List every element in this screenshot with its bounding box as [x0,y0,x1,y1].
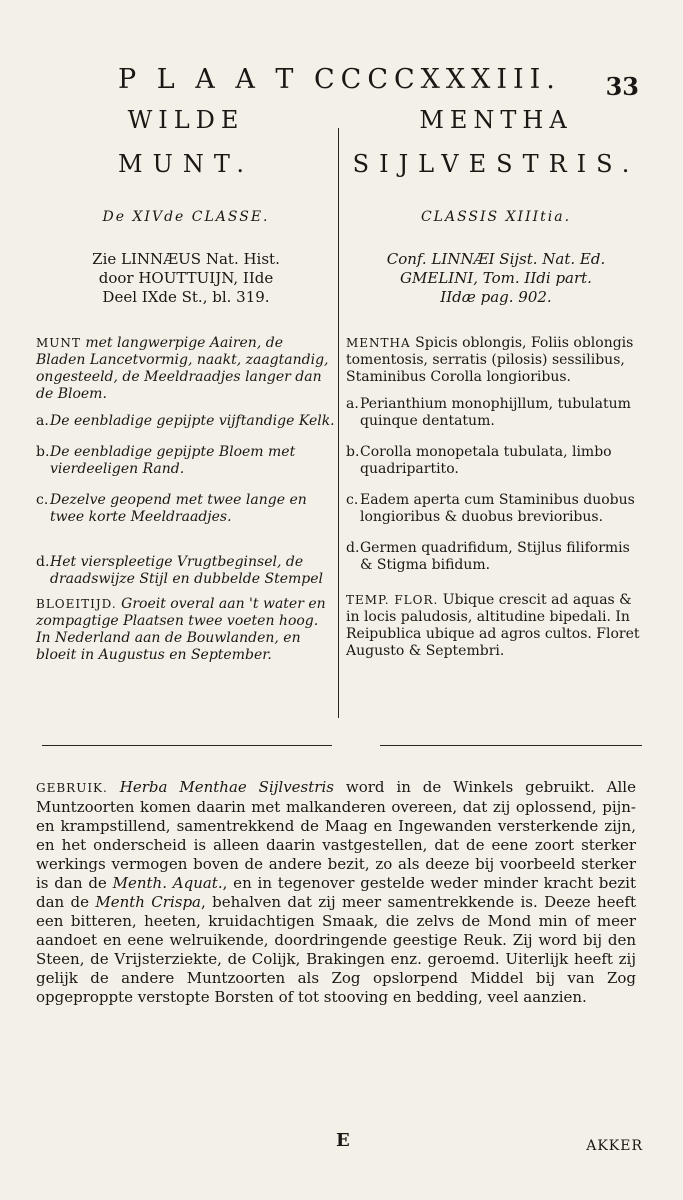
dutch-bloeitijd [36,596,336,664]
dutch-description-text: met langwerpige Aairen, de Bladen Lancetvormig, naakt, zaagtandig, ongesteeld, de Meeldraadjes langer dan de Bloem. [36,335,329,402]
bloeitijd-text: Groeit overal aan 't water en zompagtige Plaatsen twee voeten hoog. In Nederland aan de Bouwlanden, en bloeit in Augustus en September. [36,596,326,663]
latin-reference-line: GMELINI, Tom. IIdi part. [400,269,592,287]
dutch-reference-line: door HOUTTUIJN, IIde [98,269,274,287]
dutch-genus: MUNT [36,336,81,350]
dutch-item-a: a. De eenbladige gepijpte vijftandige Kelk. [36,413,335,429]
page-number: 33 [605,72,639,101]
dutch-reference-line: Deel IXde St., bl. 319. [102,288,270,306]
rule-left [42,745,332,746]
latin-item-d: d. Germen quadrifidum, Stijlus filiformis & Stigma bifidum. [346,540,630,573]
latin-description-text: Spicis oblongis, Foliis oblongis tomentosis, serratis (pilosis) sessilibus, Staminibus Corolla longioribus. [346,335,634,385]
dutch-reference [36,250,336,307]
latin-description [346,335,646,386]
dutch-reference-line: Zie LINNÆUS Nat. Hist. [92,250,280,268]
dutch-item-c: c. Dezelve geopend met twee lange en twee korte Meeldraadjes. [36,492,307,525]
herba-name: Herba Menthae Sijlvestris [119,778,334,796]
latin-reference [346,250,646,307]
latin-item-a: a. Perianthium monophijllum, tubulatum quinque dentatum. [346,396,631,429]
latin-item-c: c. Eadem aperta cum Staminibus duobus longioribus & duobus brevioribus. [346,492,635,525]
menth-aquat: Menth. Aquat. [112,874,223,892]
dutch-title-line2: MUNT. [118,150,254,178]
latin-genus: MENTHA [346,336,411,350]
dutch-item-d: d. Het vierspleetige Vrugtbeginsel, de draadswijze Stijl en dubbelde Stempel [36,554,323,587]
latin-reference-line: IIdæ pag. 902. [440,288,552,306]
column-divider [338,128,339,718]
latin-temp-flor [346,592,646,660]
plate-heading: P L A A T CCCCXXXIII. [118,64,561,95]
bloeitijd-label: BLOEITIJD. [36,597,117,611]
menth-crispa: Menth Crispa [95,893,201,911]
latin-classis: CLASSIS XIIItia. [420,209,572,225]
dutch-title-line1: WILDE [127,106,245,134]
dutch-column [36,108,336,664]
latin-title-line2: SIJLVESTRIS. [352,150,640,178]
latin-item-b: b. Corolla monopetala tubulata, limbo quadripartito. [346,444,612,477]
gebruik-paragraph: GEBRUIK. Herba Menthae Sijlvestris word in de Winkels gebruikt. Alle Muntzoorten komen daarin met malkanderen overeen, dat zij oplossend, pijn- en krampstillend, samentrekkend de Maag en Ingewanden versterkende zijn, en het onderscheid is alleen daarin vastgestellen, dat de eene zoort sterker werkings vermogen boven de andere bezit, zo als deeze bij voorbeeld sterker is dan de Menth. Aquat., en in tegenover gestelde weder minder kracht bezit dan de Menth Crispa, behalven dat zij meer samentrekkende is. Deeze heeft een bitteren, heeten, kruidachtigen Smaak, die zelvs de Mond min of meer aandoet en eene welruikende, doordringende geestige Reuk. Zij word bij den Steen, de Vrijsterziekte, de Colijk, Brakingen enz. geroemd. Uiterlijk heeft zij gelijk de andere Muntzoorten als Zog opslorpend Middel bij van Zog opgeproppte verstopte Borsten of tot stooving en bedding, veel aanzien. [36,778,636,1006]
dutch-description [36,335,336,403]
temp-flor-text: Ubique crescit ad aquas & in locis paludosis, altitudine bipedali. In Reipublica ubique ad agros cultos. Floret Augusto & Septembri. [346,592,640,659]
latin-reference-line: Conf. LINNÆI Sijst. Nat. Ed. [386,250,606,268]
dutch-item-b: b. De eenbladige gepijpte Bloem met vierdeeligen Rand. [36,444,296,477]
temp-flor-label: TEMP. FLOR. [346,593,439,607]
gebruik-label: GEBRUIK. [36,781,108,795]
dutch-classis: De XIVde CLASSE. [102,209,270,225]
catchword: AKKER [586,1138,643,1154]
signature-mark: E [336,1130,350,1151]
latin-title-line1: MENTHA [419,106,573,134]
rule-right [380,745,642,746]
latin-column [346,108,646,660]
